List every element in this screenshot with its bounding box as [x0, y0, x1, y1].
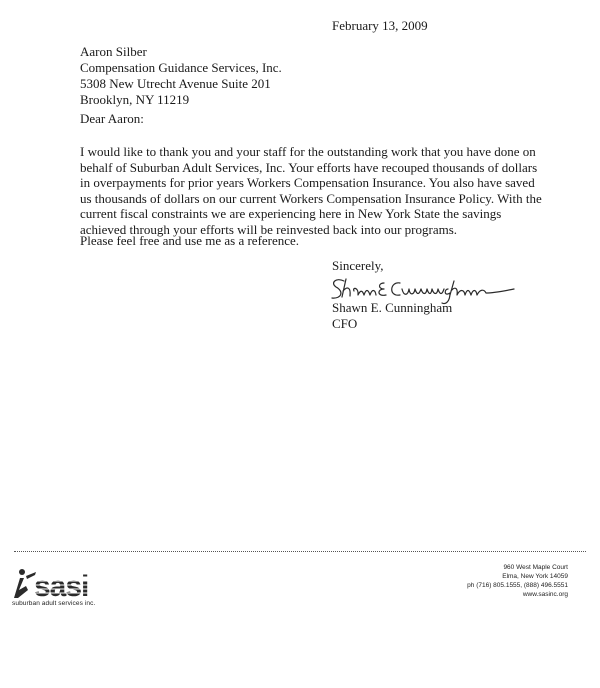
- letter-date: February 13, 2009: [332, 18, 428, 33]
- recipient-company: Compensation Guidance Services, Inc.: [80, 60, 282, 75]
- signer-name: Shawn E. Cunningham: [332, 300, 453, 315]
- body-line: in overpayments for prior years Workers Compensation Insurance. You also have saved: [80, 175, 535, 190]
- recipient-name: Aaron Silber: [80, 44, 147, 59]
- closing: Sincerely,: [332, 258, 384, 273]
- body-line: behalf of Suburban Adult Services, Inc. Your efforts have recouped thousands of dollars: [80, 159, 538, 175]
- contact-street: 960 West Maple Court: [503, 564, 568, 571]
- recipient-address: [80, 44, 282, 108]
- footer-contact: [467, 563, 568, 599]
- contact-website: www.sasinc.org: [522, 591, 568, 598]
- body-line: us thousands of dollars on our current Workers Compensation Insurance Policy. With the: [80, 190, 542, 206]
- recipient-city: Brooklyn, NY 11219: [80, 92, 190, 107]
- reference-paragraph: Please feel free and use me as a reference.: [80, 233, 300, 248]
- body-line: I would like to thank you and your staff for the outstanding work that you have done on: [80, 144, 536, 159]
- footer-divider: [14, 551, 586, 552]
- body-line: current fiscal constraints we are experiencing here in New York State the savings: [80, 206, 502, 221]
- contact-phone: ph (716) 805.1555, (888) 496.5551: [467, 582, 568, 589]
- signer-title: CFO: [332, 316, 358, 331]
- contact-city: Elma, New York 14059: [502, 573, 568, 580]
- logo-tagline: suburban adult services inc.: [12, 600, 96, 607]
- body-line: achieved through your efforts will be reinvested back into our programs.: [80, 221, 458, 237]
- logo-wordmark: sasi: [34, 570, 89, 603]
- salutation: Dear Aaron:: [80, 111, 144, 126]
- recipient-street: 5308 New Utrecht Avenue Suite 201: [80, 76, 271, 91]
- body-paragraph: [80, 144, 542, 237]
